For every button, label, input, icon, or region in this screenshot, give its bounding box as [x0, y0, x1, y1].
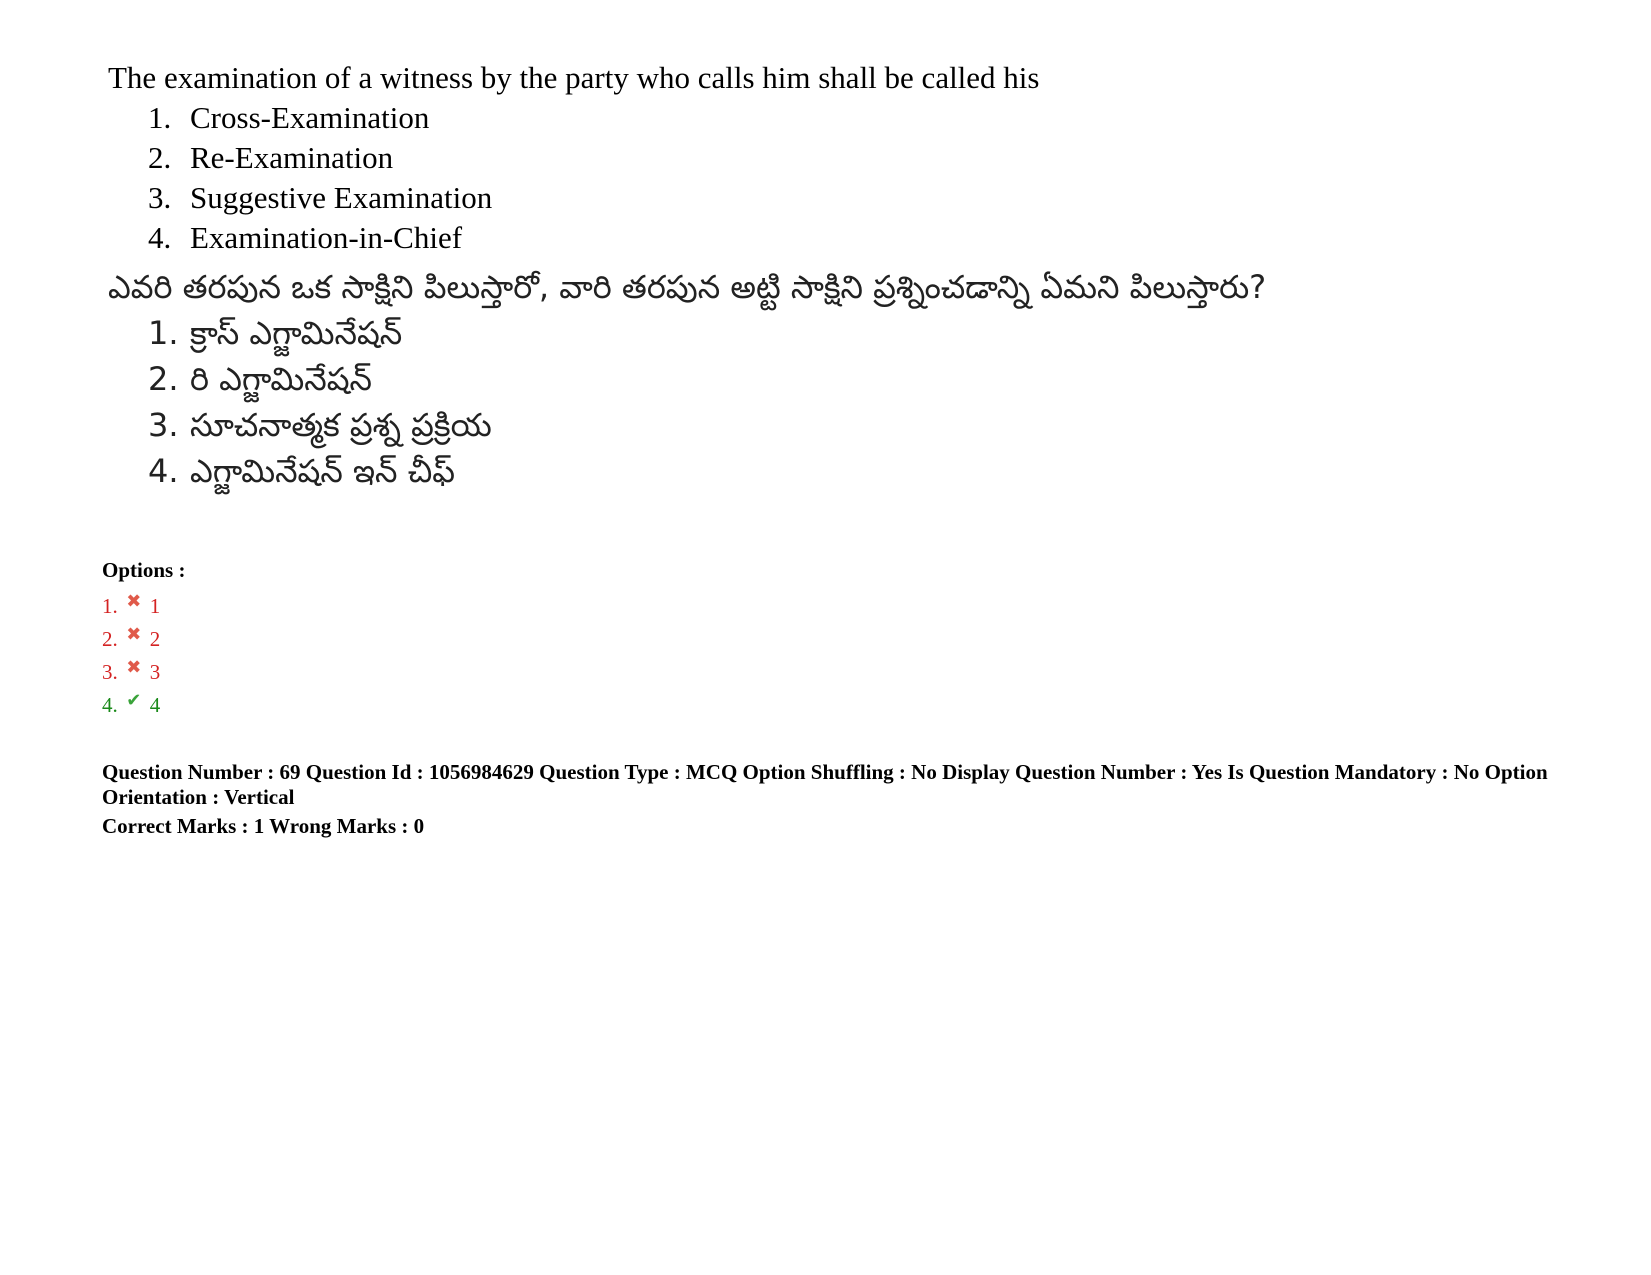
- choice-number: 1.: [148, 100, 172, 135]
- choice-english: [108, 138, 1568, 178]
- choice-label: క్రాస్ ఎగ్జామినేషన్: [190, 314, 403, 352]
- choice-number: 1.: [148, 314, 179, 352]
- question-block: [108, 58, 1568, 494]
- option-number: 4.: [102, 693, 118, 717]
- options-heading: Options :: [102, 558, 186, 582]
- choice-number: 2.: [148, 360, 179, 398]
- choice-label: Cross-Examination: [190, 100, 430, 135]
- choices-telugu: [108, 310, 1568, 494]
- choice-telugu: [108, 402, 1568, 448]
- choice-english: [108, 218, 1568, 258]
- cross-icon: ✖: [126, 657, 142, 678]
- option-value: 4: [149, 693, 161, 717]
- choice-label: Re-Examination: [190, 140, 394, 175]
- choice-telugu: [108, 310, 1568, 356]
- choice-english: [108, 98, 1568, 138]
- choice-label: Suggestive Examination: [190, 180, 493, 215]
- choice-label: ఎగ్జామినేషన్ ఇన్ చీఫ్: [190, 452, 455, 490]
- question-metadata: [102, 760, 1602, 839]
- check-icon: ✔: [126, 690, 142, 711]
- option-value: 3: [149, 660, 161, 684]
- marks-info: Correct Marks : 1 Wrong Marks : 0: [102, 814, 425, 838]
- choices-english: [108, 98, 1568, 258]
- option-number: 3.: [102, 660, 118, 684]
- choice-telugu: [108, 356, 1568, 402]
- choice-label: రి ఎగ్జామినేషన్: [190, 360, 372, 398]
- question-info: Question Number : 69 Question Id : 1056984629 Question Type : MCQ Option Shuffling : No Display Question Number : Yes Is Question Mandatory : No Option Orientation : Vertical: [102, 760, 1548, 809]
- question-text-telugu: ఎవరి తరపున ఒక సాక్షిని పిలుస్తారో, వారి తరపున అట్టి సాక్షిని ప్రశ్నించడాన్ని ఏమని పిలుస్తారు?: [108, 268, 1267, 306]
- choice-number: 3.: [148, 406, 179, 444]
- option-value: 1: [149, 594, 161, 618]
- option-number: 2.: [102, 627, 118, 651]
- choice-english: [108, 178, 1568, 218]
- choice-number: 2.: [148, 140, 172, 175]
- option-item: [102, 689, 160, 722]
- cross-icon: ✖: [126, 591, 142, 612]
- options-list: [102, 590, 160, 722]
- option-number: 1.: [102, 594, 118, 618]
- choice-number: 3.: [148, 180, 172, 215]
- choice-label: Examination-in-Chief: [190, 220, 463, 255]
- choice-number: 4.: [148, 220, 172, 255]
- question-text-english: The examination of a witness by the party who calls him shall be called his: [108, 60, 1040, 95]
- choice-label: సూచనాత్మక ప్రశ్న ప్రక్రియ: [190, 406, 492, 444]
- option-value: 2: [149, 627, 161, 651]
- choice-telugu: [108, 448, 1568, 494]
- cross-icon: ✖: [126, 624, 142, 645]
- choice-number: 4.: [148, 452, 179, 490]
